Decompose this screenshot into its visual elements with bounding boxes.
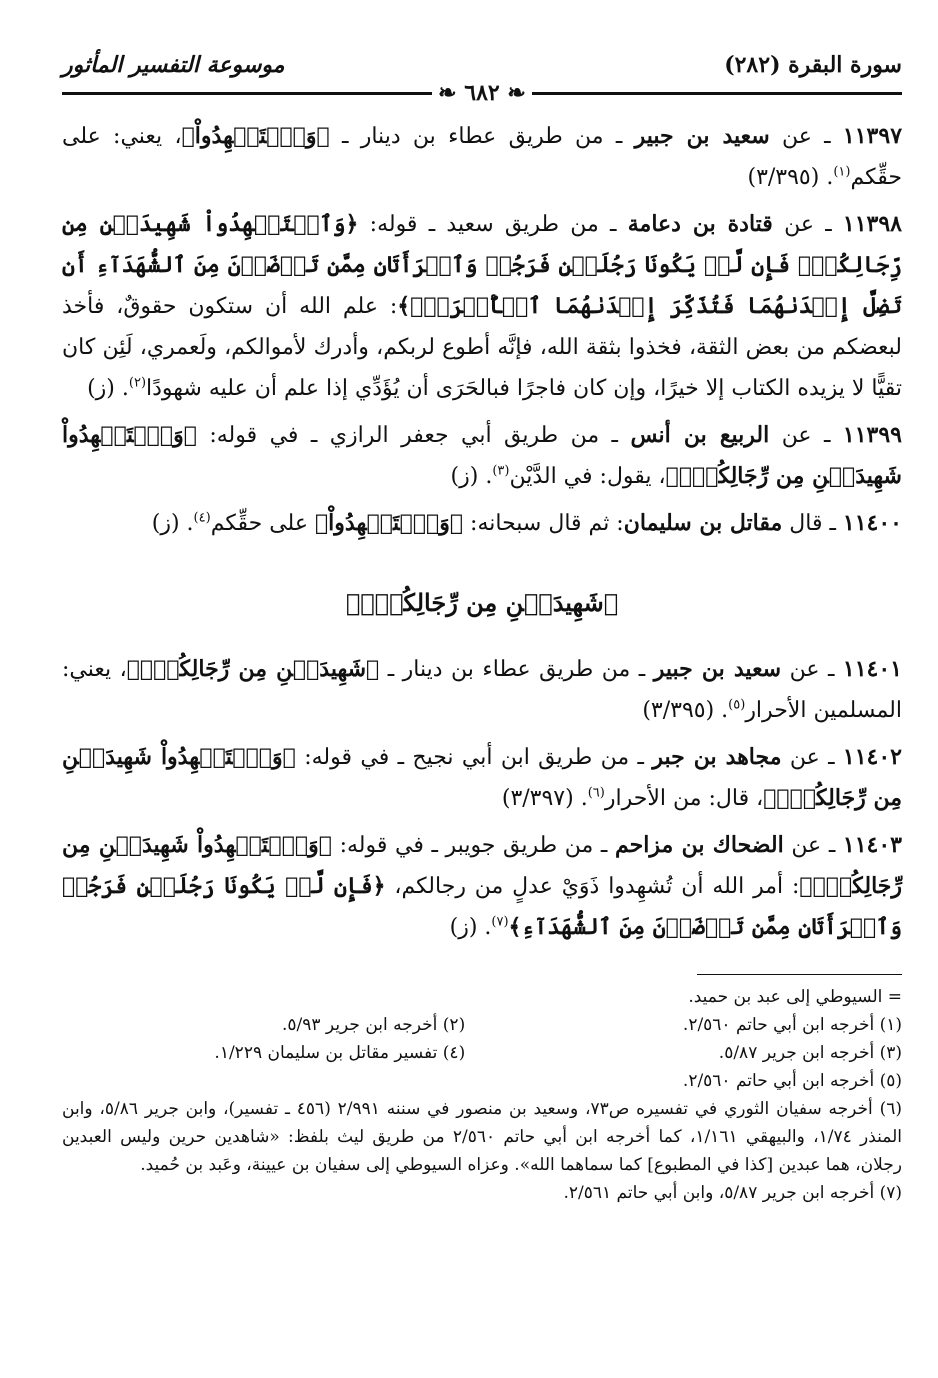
header-rule-left <box>62 92 432 95</box>
entry-chain: ـ من طريق أبي جعفر الرازي ـ في قوله: <box>196 423 631 448</box>
entry-11397 <box>62 116 902 198</box>
header-rule-right <box>532 92 902 95</box>
book-title: موسوعة التفسير المأثور <box>62 52 285 78</box>
entry-chain: ـ من طريق عطاء بن دينار ـ <box>329 124 635 149</box>
entry-number: ١١٤٠٢ <box>842 744 902 770</box>
quran-quote: ﴿وَٱسۡتَشۡهِدُواْ شَهِيدَيۡنِ مِن رِّجَالِكُمۡۖ﴾ <box>62 832 902 899</box>
narrator-name: مقاتل بن سليمان <box>623 510 783 536</box>
entry-ref: . (ز) <box>450 464 493 489</box>
entry-number: ١١٣٩٧ <box>842 123 903 149</box>
entry-number: ١١٤٠٠ <box>842 510 902 536</box>
entry-11401 <box>62 649 902 731</box>
page-number: ❧ ٦٨٢ ❧ <box>438 80 526 106</box>
entry-lead: ـ قال <box>782 511 843 536</box>
entry-chain: : ثم قال سبحانه: <box>463 511 624 536</box>
entry-body: ، قال: من الأحرار <box>604 786 764 811</box>
entry-11399 <box>62 415 902 497</box>
footnote-ref: (٥) <box>728 697 746 713</box>
entry-lead: ـ عن <box>783 833 843 858</box>
quran-quote: ﴿وَٱسۡتَشۡهِدُواْ شَهِيدَيۡنِ مِن رِّجَالِكُمۡۖ﴾ <box>62 422 902 489</box>
quran-quote: ﴿وَٱسۡتَشۡهِدُواْ﴾ <box>314 510 464 536</box>
quran-quote: ﴿شَهِيدَيۡنِ مِن رِّجَالِكُمۡۖ﴾ <box>126 656 380 682</box>
footnote-continued: = السيوطي إلى عبد بن حميد. <box>688 987 902 1007</box>
entry-ref: . (٣/٣٩٧) <box>501 786 588 811</box>
footnote-ref: (٣) <box>492 463 510 479</box>
footnote-ref: (٧) <box>491 914 509 930</box>
entry-body: : علم الله أن ستكون حقوقٌ، فأخذ لبعضكم من بعض الثقة، فخذوا بثقة الله، فإنَّه أطوع لربكم، وأدرك لأموالكم، ولَعمري، لَئِن كان تقيًّا لا يزيده الكتاب إلا خيرًا، وإن كان فاجرًا فبالحَرَى أن يُؤَدِّي إذا علم أن عليه شهودًا <box>62 294 902 401</box>
narrator-name: الربيع بن أنس <box>630 422 770 448</box>
entry-lead: ـ عن <box>781 657 843 682</box>
footnote-ref: (٢) <box>128 375 147 391</box>
section-heading: ﴿شَهِيدَيۡنِ مِن رِّجَالِكُمۡۖ﴾ <box>345 588 619 617</box>
main-text <box>62 116 902 948</box>
entry-number: ١١٤٠٣ <box>842 832 902 858</box>
footnote-row <box>62 1011 902 1039</box>
narrator-name: الضحاك بن مزاحم <box>615 832 784 858</box>
entry-number: ١١٤٠١ <box>842 656 902 682</box>
page-number-text: ٦٨٢ <box>464 80 500 106</box>
footnote-3: (٣) أخرجه ابن جرير ٥/٨٧. <box>718 1043 902 1063</box>
entry-number: ١١٣٩٩ <box>842 422 902 448</box>
entry-body: ، يعني: المسلمين الأحرار <box>62 657 902 723</box>
footnotes <box>62 983 902 1207</box>
footnote-4: (٤) تفسير مقاتل بن سليمان ١/٢٢٩. <box>214 1043 466 1063</box>
narrator-name: قتادة بن دعامة <box>627 211 773 237</box>
narrator-name: سعيد بن جبير <box>653 656 782 682</box>
entry-chain: ـ من طريق عطاء بن دينار ـ <box>379 657 654 682</box>
header-rule <box>62 80 902 106</box>
footnote-5: (٥) أخرجه ابن أبي حاتم ٢/٥٦٠. <box>682 1071 902 1091</box>
entry-lead: ـ عن <box>781 745 843 770</box>
narrator-name: سعيد بن جبير <box>634 123 770 149</box>
narrator-name: مجاهد بن جبر <box>652 744 782 770</box>
footnote-1: (١) أخرجه ابن أبي حاتم ٢/٥٦٠. <box>682 1015 902 1035</box>
footnote-ref: (٤) <box>193 510 211 526</box>
entry-11403 <box>62 825 902 948</box>
footnote-6: (٦) أخرجه سفيان الثوري في تفسيره ص٧٣، وسعيد بن منصور في سننه ٢/٩٩١ (٤٥٦ ـ تفسير)، وابن جرير ٥/٨٦، وابن المنذر ١/٧٤، والبيهقي ١/١٦١، كما أخرجه ابن أبي حاتم ٢/٥٦٠ من طريق ليث بلفظ: «شاهدين حرين وليس العبدين رجلان، هما عبدين [كذا في المطبوع] كما سماهما الله». وعزاه السيوطي إلى سفيان بن عيينة، وعَبد بن حُميد. <box>62 1099 903 1175</box>
entry-ref: . (ز) <box>151 511 194 536</box>
entry-chain: ـ من طريق ابن أبي نجيح ـ في قوله: <box>295 745 653 770</box>
footnote-ref: (١) <box>833 164 851 180</box>
quran-quote-2: ﴿فَإِن لَّمۡ يَكُونَا رَجُلَيۡنِ فَرَجُلٞ وَٱمۡرَأَتَانِ مِمَّن تَرۡضَوۡنَ مِنَ ٱلشُّهَدَآءِ﴾ <box>62 873 902 940</box>
entry-chain: ـ من طريق سعيد ـ قوله: <box>358 212 628 237</box>
entry-chain: ـ من طريق جويبر ـ في قوله: <box>331 833 616 858</box>
entry-body: : أمر الله أن تُشهِدوا ذَوَيْ عدلٍ من رجالكم، <box>385 874 800 899</box>
page-header <box>62 40 902 78</box>
entry-body: ، يعني: على حقِّكم <box>62 124 902 190</box>
footnote-7: (٧) أخرجه ابن جرير ٥/٨٧، وابن أبي حاتم ٢/٥٦١. <box>563 1183 902 1203</box>
quran-quote: ﴿وَٱسۡتَشۡهِدُواْ﴾ <box>181 123 330 149</box>
page <box>62 40 902 1207</box>
quran-quote: ﴿وَٱسۡتَشۡهِدُواْ شَهِيدَيۡنِ مِن رِّجَالِكُمۡۖ فَإِن لَّمۡ يَكُونَا رَجُلَيۡنِ فَرَجُلٞ وَٱمۡرَأَتَانِ مِمَّن تَرۡضَوۡنَ مِنَ ٱلشُّهَدَآءِ أَن تَضِلَّ إِحۡدَىٰهُمَا فَتُذَكِّرَ إِحۡدَىٰهُمَا ٱلۡأُخۡرَىٰۚ﴾ <box>62 211 902 319</box>
entry-lead: ـ عن <box>769 423 843 448</box>
entry-lead: ـ عن <box>769 124 843 149</box>
entry-ref: . (ز) <box>449 915 492 940</box>
entry-11398 <box>62 204 902 409</box>
entry-11400 <box>62 503 902 544</box>
entry-ref: . (ز) <box>87 376 129 401</box>
entry-body: على حقِّكم <box>210 511 315 536</box>
footnote-row <box>62 1039 902 1067</box>
quran-quote: ﴿وَٱسۡتَشۡهِدُواْ شَهِيدَيۡنِ مِن رِّجَالِكُمۡۖ﴾ <box>62 744 902 811</box>
entry-ref: . (٣/٣٩٥) <box>642 698 729 723</box>
footnote-ref: (٦) <box>587 785 605 801</box>
surah-title: سورة البقرة (٢٨٢) <box>724 52 902 78</box>
entry-body: ، يقول: في الدَّيْن <box>509 464 666 489</box>
entry-ref: . (٣/٣٩٥) <box>747 165 834 190</box>
footnote-separator <box>697 974 902 975</box>
entry-lead: ـ عن <box>772 212 843 237</box>
footnote-2: (٢) أخرجه ابن جرير ٥/٩٣. <box>282 1015 466 1035</box>
entry-11402 <box>62 737 902 819</box>
entry-number: ١١٣٩٨ <box>842 211 902 237</box>
